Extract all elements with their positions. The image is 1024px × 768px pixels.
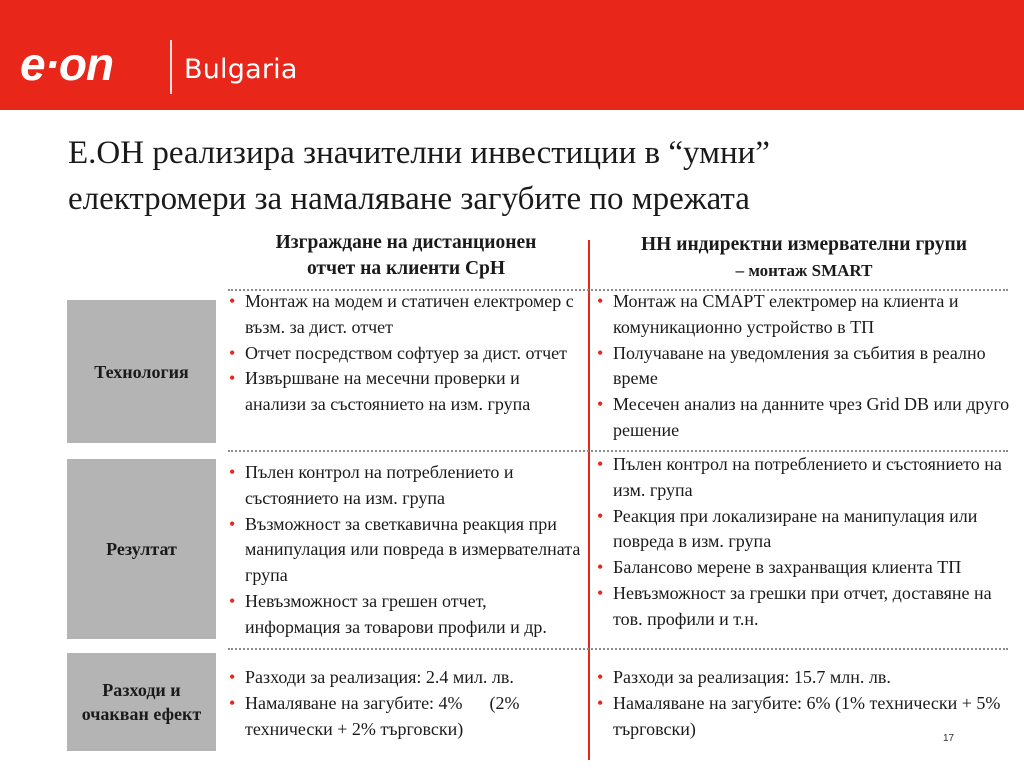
- list-item: • Пълен контрол на потреблението и състоянието на изм. група: [229, 460, 581, 512]
- header-bar: [0, 0, 1024, 110]
- row-label-text: [82, 678, 202, 726]
- list-item: • Невъзможност за грешен отчет, информация за товарови профили и др.: [229, 589, 581, 641]
- list-item: • Получаване на уведомления за събития в реално време: [597, 341, 1017, 393]
- page-number: 17: [943, 733, 955, 744]
- list-item: • Монтаж на СМАРТ електромер на клиента и комуникационно устройство в ТП: [597, 289, 1017, 341]
- list-item: • Месечен анализ на данните чрез Grid DB или друго решение: [597, 392, 1017, 444]
- list-item: • Реакция при локализиране на манипулация или повреда в изм. група: [597, 504, 1017, 556]
- list-item: • Отчет посредством софтуер за дист. отчет: [229, 341, 581, 367]
- column-header-1-line1: Изграждане на дистанционен: [275, 232, 537, 253]
- list-item: • Пълен контрол на потреблението и състоянието на изм. група: [597, 452, 1017, 504]
- costs-col2-list: [597, 665, 1017, 742]
- list-item: • Разходи за реализация: 2.4 мил. лв.: [229, 665, 581, 691]
- technology-col2-list: [597, 289, 1017, 444]
- eon-logo: [20, 44, 160, 88]
- slide-title-line2: електромери за намаляване загубите по мрежата: [68, 181, 750, 217]
- slide-title-line1: Е.ОН реализира значителни инвестиции в “умни”: [68, 135, 770, 171]
- row-label-result: [67, 459, 216, 639]
- list-item: • Намаляване на загубите: 6% (1% технически + 5% търговски): [597, 691, 1017, 743]
- list-item: • Извършване на месечни проверки и анализи за състоянието на изм. група: [229, 366, 581, 418]
- list-item: • Невъзможност за грешки при отчет, доставяне на тов. профили и т.н.: [597, 581, 1017, 633]
- logo-wordmark: e·on: [20, 44, 114, 88]
- column-header-1-line2: отчет на клиенти СрН: [306, 258, 506, 279]
- result-col1-list: [229, 460, 581, 641]
- list-item: • Балансово мерене в захранващия клиента ТП: [597, 555, 1017, 581]
- row-label-line: очакван ефект: [81, 704, 202, 724]
- technology-col1-list: [229, 289, 581, 418]
- logo-divider: [170, 40, 172, 94]
- list-item: • Разходи за реализация: 15.7 млн. лв.: [597, 665, 1017, 691]
- column-header-2-line2: – монтаж SMART: [735, 261, 873, 280]
- row-label-costs: [67, 653, 216, 751]
- row-label-text: Технология: [94, 361, 189, 382]
- column-header-2-line1: НН индиректни измервателни групи: [641, 234, 967, 255]
- list-item: • Възможност за светкавична реакция при манипулация или повреда в измервателната група: [229, 512, 581, 589]
- costs-col1-list: [229, 665, 581, 742]
- row-label-technology: [67, 300, 216, 443]
- column-divider: [588, 240, 590, 760]
- brand-region-label: Bulgaria: [184, 54, 298, 85]
- row-label-line: Разходи и: [102, 680, 181, 700]
- list-item: • Намаляване на загубите: 4% (2% технически + 2% търговски): [229, 691, 581, 743]
- column-header-2: [596, 232, 1012, 284]
- slide-title: [68, 130, 968, 222]
- list-item: • Монтаж на модем и статичен електромер с възм. за дист. отчет: [229, 289, 581, 341]
- row-label-text: Резултат: [106, 539, 177, 559]
- result-col2-list: [597, 452, 1017, 633]
- row-separator: [228, 648, 1008, 650]
- column-header-1: [226, 230, 586, 282]
